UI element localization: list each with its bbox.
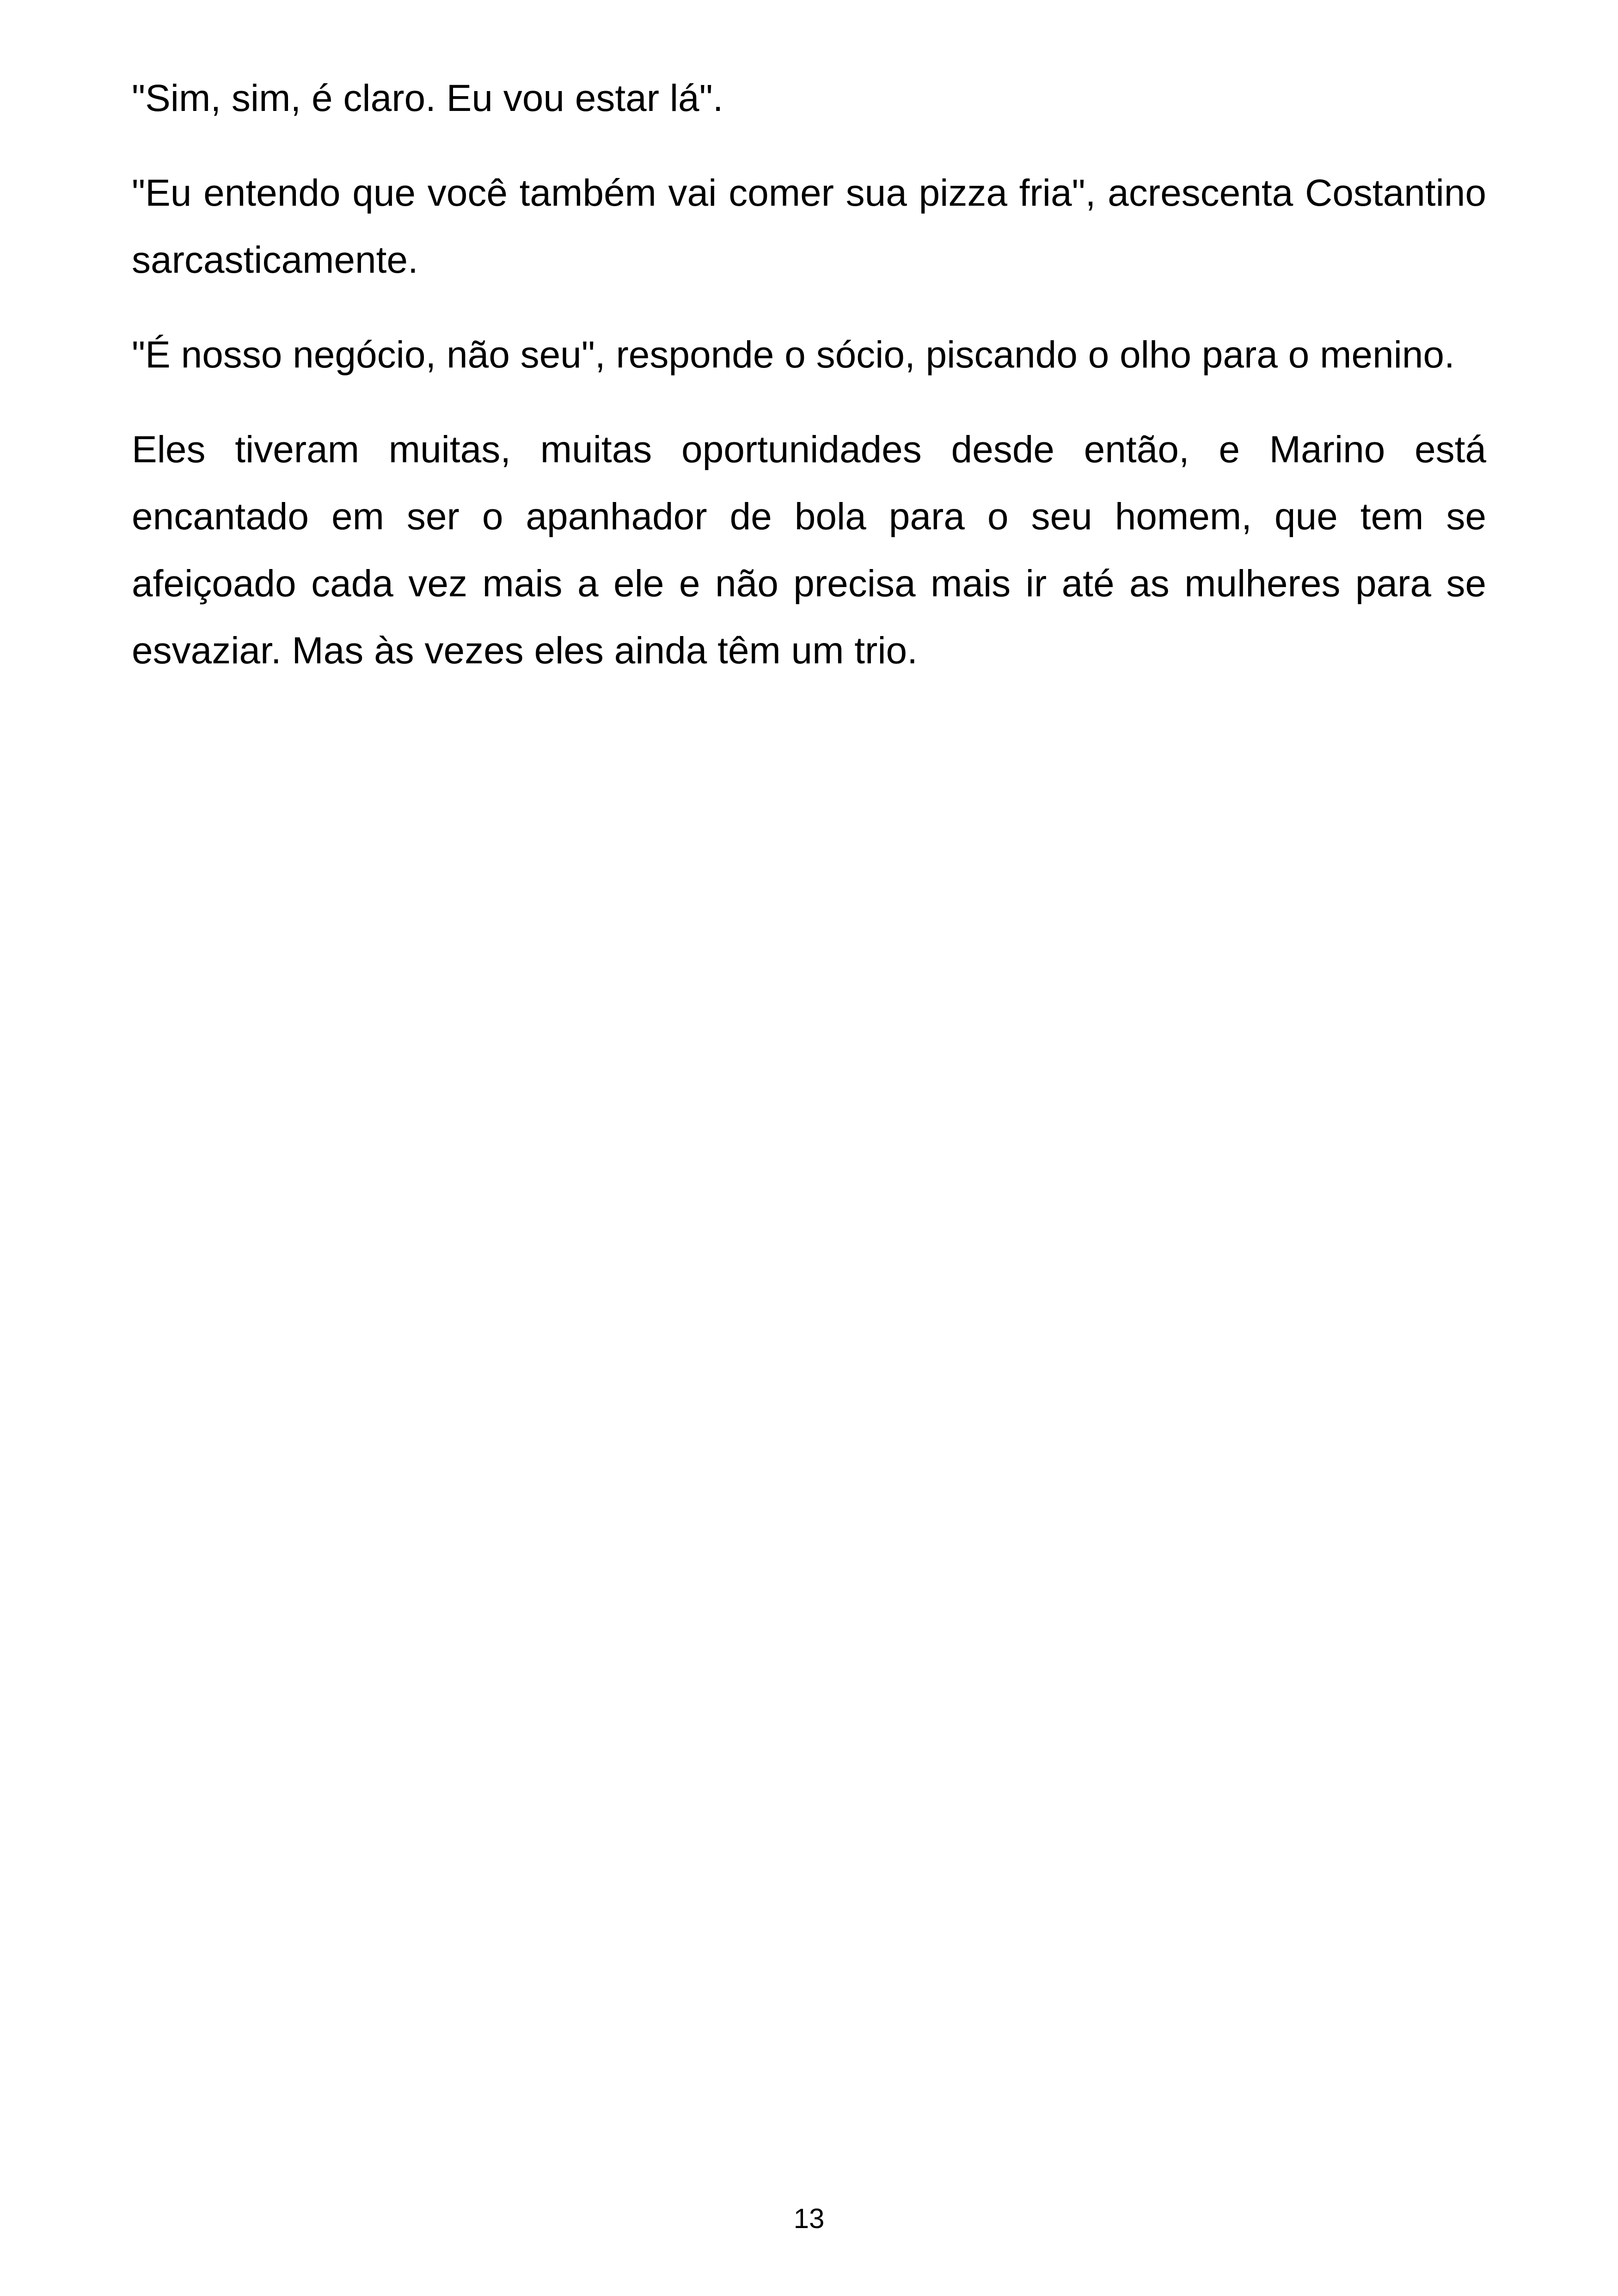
page-number: 13 — [793, 2203, 825, 2234]
paragraph: Eles tiveram muitas, muitas oportunidades desde então, e Marino está encantado em ser o apanhador de bola para o seu homem, que tem se afeiçoado cada vez mais a ele e não precisa mais ir até as mulheres para se esvaziar. Mas às vezes eles ainda têm um trio. — [132, 429, 1486, 672]
paragraph: "É nosso negócio, não seu", responde o sócio, piscando o olho para o menino. — [132, 334, 1455, 376]
paragraph: "Sim, sim, é claro. Eu vou estar lá". — [132, 77, 723, 119]
body-text — [132, 65, 1486, 712]
paragraph: "Eu entendo que você também vai comer sua pizza fria", acrescenta Costantino sarcasticamente. — [132, 172, 1486, 281]
